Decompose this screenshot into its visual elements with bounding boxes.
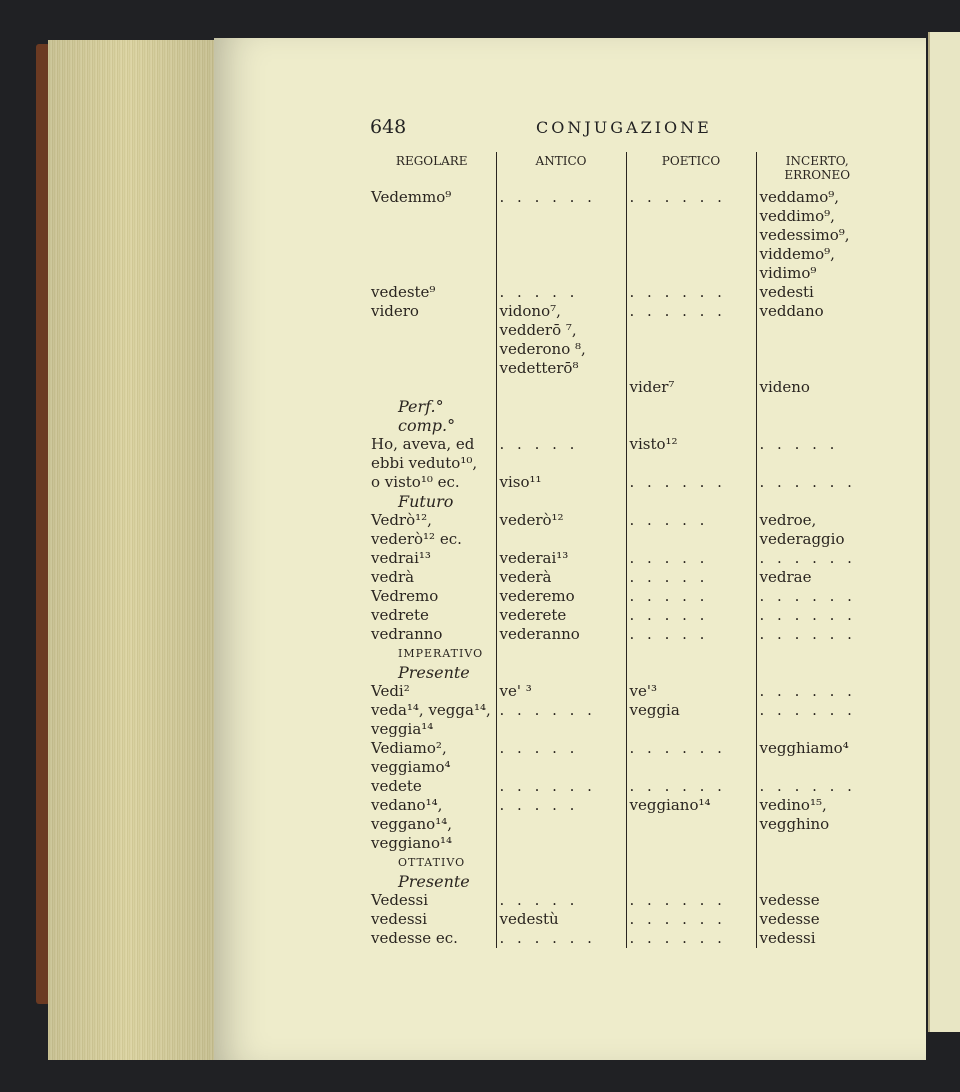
table-cell [496, 378, 626, 397]
table-row [368, 701, 878, 739]
table-cell [496, 872, 626, 891]
facing-page-edge [928, 32, 960, 1032]
table-cell: . . . . . [626, 606, 756, 625]
table-row [368, 929, 878, 948]
table-cell: . . . . . . [756, 587, 878, 606]
table-cell: o visto¹⁰ ec. [371, 473, 460, 491]
table-cell [626, 644, 756, 663]
table-cell: . . . . . . [756, 606, 878, 625]
table-cell: viso¹¹ [496, 473, 626, 492]
table-cell: vedranno [371, 625, 443, 643]
table-cell: . . . . . [756, 435, 878, 473]
table-header-row [368, 152, 878, 188]
table-row [368, 283, 878, 302]
table-cell [626, 663, 756, 682]
table-cell: vederanno [496, 625, 626, 644]
table-cell: vedrà [371, 568, 415, 586]
table-row [368, 891, 878, 910]
table-cell: . . . . . . [756, 473, 878, 492]
table-cell: . . . . . . [756, 777, 878, 796]
table-cell: . . . . . . [626, 473, 756, 492]
table-row [368, 473, 878, 492]
tense-heading: Presente [398, 663, 470, 682]
tense-heading: Presente [398, 872, 470, 891]
table-row [368, 302, 878, 378]
table-row [368, 663, 878, 682]
table-cell: veddamo⁹, veddimo⁹, vedessimo⁹, viddemo⁹, vidimo⁹ [756, 188, 878, 283]
table-row [368, 644, 878, 663]
table-cell: vedesse [756, 910, 878, 929]
table-cell: vider⁷ [626, 378, 756, 397]
table-cell: vedrai¹³ [371, 549, 431, 567]
table-cell [756, 663, 878, 682]
table-cell: ve' ³ [496, 682, 626, 701]
table-cell: vedrete [371, 606, 429, 624]
table-cell: vederete [496, 606, 626, 625]
table-cell: . . . . . [496, 891, 626, 910]
table-cell [756, 492, 878, 511]
table-cell: veddano [756, 302, 878, 378]
table-cell: vedroe, vederaggio [756, 511, 878, 549]
table-cell: vedeste⁹ [371, 283, 436, 301]
table-cell: . . . . . . [496, 777, 626, 796]
table-cell: Vedremo [371, 587, 439, 605]
table-cell: vederà [496, 568, 626, 587]
table-cell: videno [756, 378, 878, 397]
table-cell: Vedrò¹², vederò¹² ec. [371, 511, 462, 548]
table-cell: vedrae [756, 568, 878, 587]
table-cell: . . . . . . [626, 188, 756, 283]
table-row [368, 188, 878, 283]
tense-heading: Perf.° comp.° [398, 397, 456, 435]
table-cell: . . . . . [626, 625, 756, 644]
table-cell: . . . . . . [626, 891, 756, 910]
table-cell [626, 853, 756, 872]
conjugation-table [368, 152, 878, 948]
table-row [368, 796, 878, 853]
page-title: CONJUGAZIONE [536, 118, 712, 137]
section-heading: OTTATIVO [398, 856, 466, 869]
table-row [368, 872, 878, 891]
table-cell: Vediamo², veggiamo⁴ [371, 739, 451, 776]
table-row [368, 682, 878, 701]
table-cell: ve'³ [626, 682, 756, 701]
table-row [368, 587, 878, 606]
table-cell: . . . . . [496, 796, 626, 853]
table-cell: vedesse [756, 891, 878, 910]
table-cell [496, 492, 626, 511]
table-cell: Vedi² [371, 682, 410, 700]
table-cell: vedessi [756, 929, 878, 948]
table-cell [756, 872, 878, 891]
table-cell: . . . . . . [626, 739, 756, 777]
table-row [368, 625, 878, 644]
table-cell [496, 644, 626, 663]
table-cell: Ho, aveva, ed ebbi veduto¹⁰, [371, 435, 478, 472]
table-cell [496, 663, 626, 682]
table-cell: . . . . . [626, 587, 756, 606]
table-row [368, 568, 878, 587]
table-cell: . . . . . . [626, 302, 756, 378]
table-cell: . . . . . [496, 739, 626, 777]
table-row [368, 777, 878, 796]
table-cell: . . . . . . [756, 682, 878, 701]
table-row [368, 739, 878, 777]
table-row [368, 511, 878, 549]
section-heading: IMPERATIVO [398, 647, 484, 660]
table-cell: . . . . . [626, 511, 756, 549]
table-cell: . . . . . [496, 435, 626, 473]
table-cell: . . . . . . [626, 283, 756, 302]
table-cell [626, 872, 756, 891]
table-cell: . . . . . . [756, 701, 878, 739]
table-cell: vidono⁷, vedderō ⁷, vederono ⁸, vedetterō⁸ [496, 302, 626, 378]
table-cell: vedessi [371, 910, 428, 928]
table-cell: . . . . . [496, 283, 626, 302]
table-cell: vederò¹² [496, 511, 626, 549]
table-cell: Vedessi [371, 891, 429, 909]
table-cell: vegghiamo⁴ [756, 739, 878, 777]
table-cell: . . . . . . [756, 625, 878, 644]
table-row [368, 378, 878, 397]
table-cell: . . . . . [626, 568, 756, 587]
table-cell [626, 492, 756, 511]
page-header [370, 116, 770, 142]
table-cell: . . . . . . [756, 549, 878, 568]
table-cell [496, 397, 626, 435]
table-cell: . . . . . . [626, 929, 756, 948]
table-cell: Vedemmo⁹ [371, 188, 452, 206]
table-row [368, 492, 878, 511]
table-cell: vedano¹⁴, vegganо¹⁴, veggiano¹⁴ [371, 796, 453, 852]
column-header-antico: ANTICO [496, 152, 626, 188]
table-cell: . . . . . . [496, 701, 626, 739]
table-cell: . . . . . . [626, 777, 756, 796]
table-row [368, 910, 878, 929]
table-cell: visto¹² [626, 435, 756, 473]
table-cell: . . . . . . [626, 910, 756, 929]
table-body [368, 188, 878, 948]
table-cell: vedestù [496, 910, 626, 929]
table-cell [756, 644, 878, 663]
table-cell: veda¹⁴, vegga¹⁴, veggia¹⁴ [371, 701, 491, 738]
table-cell: vedete [371, 777, 422, 795]
table-row [368, 435, 878, 473]
table-cell [496, 853, 626, 872]
column-header-incerto: INCERTO, ERRONEO [756, 152, 878, 188]
table-cell [626, 397, 756, 435]
table-cell: . . . . . [626, 549, 756, 568]
column-header-regolare: REGOLARE [395, 154, 468, 168]
table-row [368, 397, 878, 435]
column-header-poetico: POETICO [626, 152, 756, 188]
table-cell: . . . . . . [496, 188, 626, 283]
table-cell [368, 378, 496, 397]
table-cell: . . . . . . [496, 929, 626, 948]
page-number: 648 [370, 116, 407, 138]
table-cell: vederai¹³ [496, 549, 626, 568]
table-row [368, 853, 878, 872]
tense-heading: Futuro [398, 492, 454, 511]
table-cell [756, 397, 878, 435]
table-cell: vedesse ec. [371, 929, 458, 947]
table-cell [756, 853, 878, 872]
table-cell: veggiano¹⁴ [626, 796, 756, 853]
table-cell: vedesti [756, 283, 878, 302]
table-cell: veggia [626, 701, 756, 739]
table-row [368, 549, 878, 568]
table-row [368, 606, 878, 625]
table-cell: vedino¹⁵, vegghino [756, 796, 878, 853]
table-cell: videro [371, 302, 419, 320]
table-cell: vederemo [496, 587, 626, 606]
